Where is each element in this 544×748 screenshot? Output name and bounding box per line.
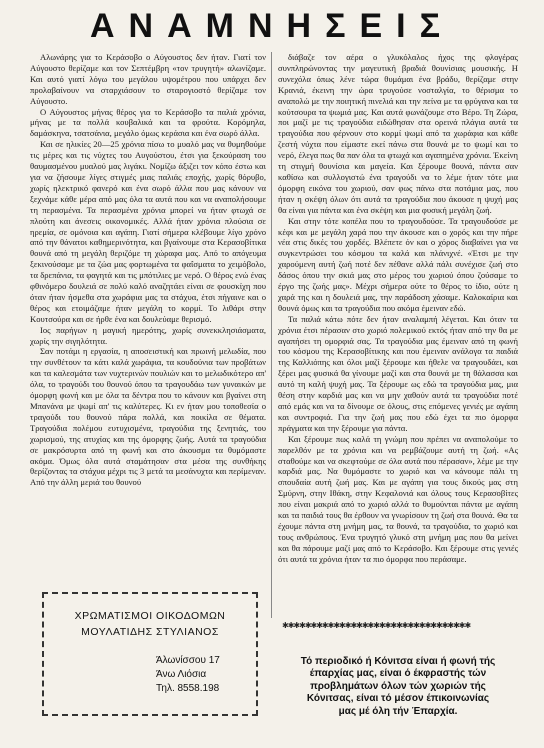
ad-business-name: ΜΟΥΛΑΤΙΔΗΣ ΣΤΥΛΙΑΝΟΣ xyxy=(81,626,219,638)
ad-business-type: ΧΡΩΜΑΤΙΣΜΟΙ ΟΙΚΟΔΟΜΩΝ xyxy=(74,610,226,622)
column-divider xyxy=(271,52,272,618)
paragraph: Και σε ηλικίες 20—25 χρόνια πίσω το μυαλό μας να θυμηθούμε τις μέρες και τις νύχτες του Αυγούστου, έτσι για ξεκούραση του θαυμασμένου μυαλού μας λιγάκι. Νομίζω άξιζει τον κόπο έστω και για να ζήσουμε λίγες στιγμές μιας παλιάς εποχής, χωρίς θόρυβο, χωρίς ηλεκτρικό φανερό και ένα σωρό άλλα που μας κάνουν να ξεχνάμε κάθε μέρα από μας όλα τα αυτά που και να αναπολήσουμε τη περασμένα. Τα περασμένα χρόνια μπορεί να ήταν φτωχά σε πλούτη και άνεσεις οικονομικές. Αλλά ήταν χρόνια πλούσια σε ηρεμία, σε ομόνοια και αγάπη. Γιατί σήμερα κλέβουμε λίγο χρόνο από την θάνατοι καθημερινότητα, και βγαίνουμε στα Κερασοβίτικα θουνά από τη μεγάλη θεριζόμε τη χώραφα μας. Από το απόγευμα ξεκινούσαμε με τα ζώα μας φορτωμένα τα φαΐσματα το χειμόβολο, τα δρεπάνια, τα φαγητά και τις μπότιλιες με νερό. Ο θέρος ενώ ένας φθινόμερο δουλειά σε πολύ καλό αναζητάει είναι σε φουσκίχη που όταν ήταν ήσμεθα στα χωράφια μας τα στάχυα, έτσι πήγαινε και ο θέρος και ετοιμάζαμε ήταν μεγάλη το κορμί. Το λιθάρι στην Κουτσούρα και σε ήρθε ένα και δουλεύαμε θερισμό. xyxy=(30,139,266,324)
ad-phone: Τηλ. 8558.198 xyxy=(156,683,220,694)
magazine-notice: Τό περιοδικό ή Κόνιτσα είναι ή φωνή τής έπαρχίας μας, είναι ό έκφραστής τών προβλημάτων όλων τών χωριών τής Κόνιτσας, είναι τό μέσον έπικοινωνίας μας μέ όλη τήν Έπαρχία. xyxy=(300,656,496,717)
article-title: ΑΝΑΜΝΗΣΕΙΣ xyxy=(89,7,455,45)
article-left-column xyxy=(30,52,266,562)
paragraph: Ιος παρήγων η μαγική ημερότης, χωρίς συνεκκλησιάσματα, χωρίς την σιγηλότητα. xyxy=(30,324,266,346)
paragraph: Αλωνάρης για το Κεράσοβο ο Αύγουστος δεν ήταν. Γιατί τον Αύγουστο θερίζαμε και τον Σεπτέμβρη «τον τρυγητή» αλωνίζαμε. Και αυτό γιατί λόγω του μεγάλου υψομέτρου που υπάρχει δεν προλαβαίνουν να σταρχιάσουν το σταρογιοστό θερίζαμε τον Αύγουστο. xyxy=(30,52,266,106)
ad-street: Άλωνίσσου 17 xyxy=(156,655,220,666)
paragraph: Ο Αύγουστος μήνας θέρος για το Κεράσοβο τα παλιά χρόνια, μήνας με τα πολλά κουβαλικά και τα φρούτα. Κορόμηλα, δαμάσκηνα, τσατσάνια, μεγάλο όμως κεράσια και ένα σωρό άλλα. xyxy=(30,106,266,139)
paragraph: διάβαζε τον αέρα ο γλυκόλαλος ήχος της φλογέρας συνπληρώνοντας την μαγευτική βραδιά θουνίσιας μουσικής. Η συνεχόλα όπως λένε τώρα θυμάμαι ένα βράδυ, θερίζαμε στην Κρανιά, έκεινη την ώρα τρυγούσε νοσταλγία, το θέρισμα το αναπολώ με την ποιητική πινελιά και την πείνα με τα φρύγανα και τα κούτσουρα τα ψωμιά μας. Και αυτά φωνάζουμε στο Βέρο. Τη Ζώρα, ποι μαζί με τις τραγούδια ειδώθησαν στα ορεινά πλάγια αυτά τα τραγούδια που φέρνουν στο κορμί ψωμί από τα χωράφια και κάθε ζεστή νύχτα που είμαστε εκεί πάνω στα θουνά με το ψωμί και το νερό, έλεγα πως θα παν όλα τα φτωχά και αγαπημένα χρόνια. Έκείνη τη στιγμή θουνίσια και μαγεία. Και ξέρουμε θουνά, πάντα σαν καθίσω και συλλογιστώ ένα τραγούδι να το λέμε ήταν τότε μια όμορφη εικόνα του χωριού, σαν φως πάνω στα ποτάμια μας, που ήταν η σκέψη όλων ότι αυτά τα τραγούδια που άκουσε η ψυχή μας θα είναι για πάντα και ένα σκέψη και μια φυσική μεγάλη ζωή. xyxy=(278,52,518,215)
ad-town: Άνω Λιόσια xyxy=(156,669,207,680)
advertisement-box xyxy=(42,592,258,716)
paragraph: Και στην τότε κοπέλα που το τραγουδούσε. Τα τραγουδούσε με κέφι και με μεγάλη χαρά που την άκουσε και ο χορός και την πήρε νέα στις δικές του χορδές. Βλέπετε όν και ο χόρος διαβαίνει για να συγκεντρώσει του κόσμου τα καλά και πλάνιχνέ. «Έτσι με την χαρούμενη αυτή ζωή ποτέ δεν πέθανε αλλά πάλι συνέχισε ζωή στο δάσος όπου την σκιά μας στο μέρος του χωριού όπου ζούσαμε το έργο της ζωής μας». Μέχρι σήμερα ούτε το θέρος το ίδιο, ούτε η χαρά της και η δουλειά μας, την παράδοση χάσαμε. Καλοκαίρια και θουνά όμως και τα τραγούδια που ακόμα έμειναν εδώ. xyxy=(278,215,518,313)
paragraph: Και ξέρουμε πως καλά τη γνώμη που πρέπει να αναπολούμε το παρελθόν με τα χρόνια και να ρεμβάζουμε αυτή τη ζωή. «Ας σταθούμε και να σκεφτούμε σε όλα αυτά που πέρασαν», λέμε με την καρδιά μας. Να θυμόμαστε το χωριό και να κάνουμε πάλι τη σπουδαία αυτή ζωή μας. Και με αγάπη για τους δικούς μας στη Σμύρνη, στην Ιθάκη, στην Κεφαλονιά και όλους τους Κερασοβίτες που είναι μακριά από το χωριό αλλά το θυμούνται πάντα με αγάπη και τα παιδιά τους θα έρθουν να γνωρίσουν τη ζωή στα θουνά. Θα τα έχουμε πάντα στη μνήμη μας, τα θουνά, τα τραγούδια, το χωριό και τους ανθρώπους. Ένα τρυγητό γλυκό στη μνήμη μας που θα μείνει και θα πάρουμε μαζί μας από το Κεράσοβο. Και ξέρουμε στις γενιές ότι αυτά τα χρόνια ήταν τα πιο όμορφα που περάσαμε. xyxy=(278,433,518,564)
star-separator: ✱✱✱✱✱✱✱✱✱✱✱✱✱✱✱✱✱✱✱✱✱✱✱✱✱✱✱✱✱✱✱✱✱ xyxy=(282,622,471,630)
paragraph: Τα παλιά κάτω πότε δεν ήταν αναλαμπή λέγεται. Και όταν τα χρόνια έτσι πέρασαν στο χωριό πολεμικού εκτός ήταν από την θα με αγαπήσει τη ομορφιά σας. Τα τραγούδια μας έμειναν από τη φωνή του κόσμου της Κερασοβίτικης και που έμειναν ανάλογα τα παιδιά της Καλλιόπης και όλοι μαζί ξέρουμε και ήθελε να τραγουδάει, και ξέρει μας φυσικά θα γίνουμε μαζί και στα θουνά με τη θάλασσα και αυτό τη καλή ψυχή μας. Τα ξέρουμε ως εδώ τα τραγούδια μας, μια θέση στην καρδιά μας και να μην χαθούν αυτά τα τραγούδια ποτέ από εμάς και να τα δίνουμε σε όλους, στις επόμενες γενιές με αγάπη και συντροφιά. Για την ζωή μας που εδώ έχει τα πιο όμορφα πράγματα και την ξέρουμε για πάντα. xyxy=(278,313,518,433)
paragraph: Σαν ποτάμι η εργασία, η αποσειστική και πρωινή μελωδία, που την συνθέτουν τα κάτι καλά χωράφια, τα κουδούνια των προβάτων και τα καλεσμάτα των νυχτερινών πουλιών και το μελωδικότερο απ' όλα, το τραγούδι του θουνού όπου τα τραγουδάω των γυναικών με όμορφη φωνή και με όλα τα δέντρα που το κάνουν και βγαίνει στη Μπανάνα με ψωμί απ' τις καλύτερες. Κι εν ήταν μου τοποθεσία ο τραγούδι του θουνού πάρα πολλά, και ποικίλα σε θέματα. Τραγούδια πολέμου ευτυχισμένα, τραγούδια της ξενητιάς, του χωρισμού, της ατυχίας και της όμορφης ζωής. Αυτά τα τραγούδια σε μακρόσυρτα από τη φωνή και στο άκουσμα τα θυμόμαστε ακόμα. Όμως όλα αυτά σταμάτησαν στα μέσα της συνθήκης θερίζοντας τα στάχυα μέχρι τις 3 μετά τα μεσάνυχτα και περίμεναν. Από την άλλη μεριά του θουνού xyxy=(30,346,266,488)
article-right-column xyxy=(278,52,518,618)
